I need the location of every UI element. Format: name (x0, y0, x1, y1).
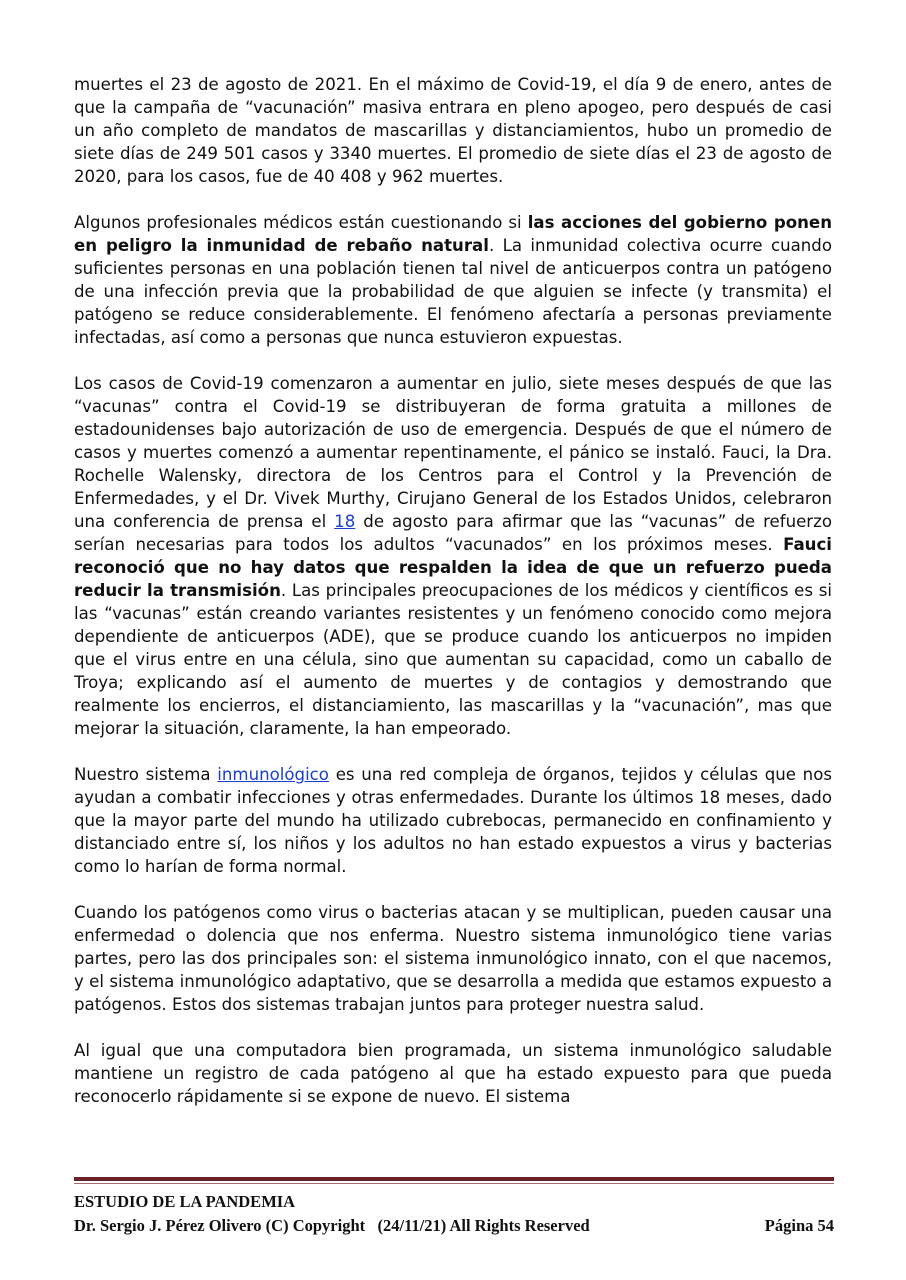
footer-rule-thin (74, 1183, 834, 1184)
text: es una red compleja de órganos, tejidos y células que nos ayudan a combatir infecciones y otras enfermedades. Durante los últimos 18 meses, dado que la mayor parte del mundo ha utilizado cubrebocas, permanecido en confinamiento y distanciado entre sí, los niños y los adultos no han estado expuestos a virus y bacterias como lo harían de forma normal. (74, 765, 832, 876)
footer-title: ESTUDIO DE LA PANDEMIA (74, 1192, 296, 1211)
bold-text: Fauci reconoció que no hay datos que respalden la idea de que un refuerzo pueda reducir la transmisión (74, 535, 832, 600)
paragraph (74, 372, 832, 740)
bold-text: las acciones del gobierno ponen en peligro la inmunidad de rebaño natural (74, 213, 833, 255)
text: . La inmunidad colectiva ocurre cuando suficientes personas en una población tienen tal nivel de anticuerpos contra un patógeno de una infección previa que la probabilidad de que alguien se infecte (y transmita) el patógeno se reduce considerablemente. El fenómeno afectaría a personas previamente infectadas, así como a personas que nunca estuvieron expuestas. (74, 236, 832, 347)
footer-rule-thick (74, 1177, 834, 1181)
paragraph (74, 1039, 832, 1108)
text: muertes el 23 de agosto de 2021. En el máximo de Covid-19, el día 9 de enero, antes de que la campaña de “vacunación” masiva entrara en pleno apogeo, pero después de casi un año completo de mandatos de mascarillas y distanciamientos, hubo un promedio de siete días de 249 501 casos y 3340 muertes. El promedio de siete días el 23 de agosto de 2020, para los casos, fue de 40 408 y 962 muertes. (74, 75, 832, 186)
reference-link[interactable]: inmunológico (217, 765, 329, 784)
text: Cuando los patógenos como virus o bacterias atacan y se multiplican, pueden causar una enfermedad o dolencia que nos enferma. Nuestro sistema inmunológico tiene varias partes, pero las dos principales son: el sistema inmunológico innato, con el que nacemos, y el sistema inmunológico adaptativo, que se desarrolla a medida que estamos expuesto a patógenos. Estos dos sistemas trabajan juntos para proteger nuestra salud. (74, 903, 832, 1014)
text: Algunos profesionales médicos están cuestionando si (74, 213, 528, 232)
page-footer (74, 1190, 834, 1238)
paragraph (74, 763, 832, 878)
paragraph (74, 901, 832, 1016)
reference-link[interactable]: 18 (334, 512, 356, 531)
text: Los casos de Covid-19 comenzaron a aumentar en julio, siete meses después de que las “vacunas” contra el Covid-19 se distribuyeran de forma gratuita a millones de estadounidenses bajo autorización de uso de emergencia. Después de que el número de casos y muertes comenzó a aumentar repentinamente, el pánico se instaló. Fauci, la Dra. Rochelle Walensky, directora de los Centros para el Control y la Prevención de Enfermedades, y el Dr. Vivek Murthy, Cirujano General de los Estados Unidos, celebraron una conferencia de prensa el (74, 374, 832, 531)
footer-copyright: Dr. Sergio J. Pérez Olivero (C) Copyright (24/11/21) All Rights Reserved (74, 1216, 590, 1235)
paragraph (74, 73, 832, 188)
text: . Las principales preocupaciones de los médicos y científicos es si las “vacunas” están creando variantes resistentes y un fenómeno conocido como mejora dependiente de anticuerpos (ADE), que se produce cuando los anticuerpos no impiden que el virus entre en una célula, sino que aumentan su capacidad, como un caballo de Troya; explicando así el aumento de muertes y de contagios y demostrando que realmente los encierros, el distanciamiento, las mascarillas y la “vacunación”, mas que mejorar la situación, claramente, la han empeorado. (74, 581, 832, 738)
document-body (74, 73, 832, 1131)
page-number: Página 54 (764, 1216, 834, 1235)
paragraph (74, 211, 832, 349)
text: Al igual que una computadora bien programada, un sistema inmunológico saludable mantiene un registro de cada patógeno al que ha estado expuesto para que pueda reconocerlo rápidamente si se expone de nuevo. El sistema (74, 1041, 832, 1106)
text: Nuestro sistema (74, 765, 218, 784)
text: de agosto para afirmar que las “vacunas” de refuerzo serían necesarias para todos los adultos “vacunados” en los próximos meses. (74, 512, 832, 554)
